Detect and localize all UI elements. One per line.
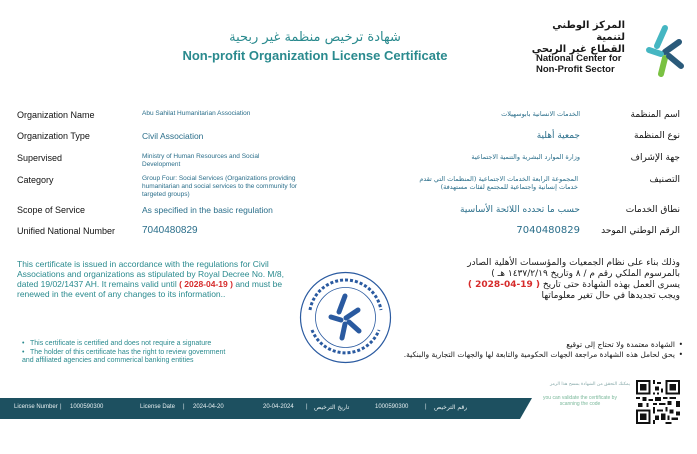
value-organization-name-ar: الخدمات الانسانية بابوسهيلات (501, 110, 580, 118)
logo-english-text (536, 53, 636, 75)
value-unified-number-en: 7040480829 (142, 225, 198, 236)
value-unified-number-ar: 7040480829 (516, 225, 580, 236)
footer-separator-4: | (425, 404, 427, 410)
label-organization-type: Organization Type (17, 131, 90, 141)
bullet-en-3: and affiliated agencies and commerical banking entities (22, 357, 194, 364)
footer-license-number-label: License Number (14, 404, 58, 410)
label-supervised: Supervised (17, 153, 63, 163)
value-category-en: Group Four: Social Services (Organizations providing humanitarian and social services to the community for targeted groups) (142, 175, 297, 198)
footer-license-date: 2024-04-20 (193, 404, 224, 410)
value-category-ar: المجموعة الرابعة الخدمات الاجتماعية (المنظمات التي تقدم خدمات إنسانية واجتماعية للمجتمع لفئات مستهدفة) (419, 175, 578, 191)
footer-license-number: 1000590300 (70, 404, 104, 410)
statement-ar-line2: بالمرسوم الملكي رقم م / ٨ وتاريخ ١٤٣٧/٢/١٩ هـ ) (491, 269, 680, 279)
ncnp-mark-icon (635, 20, 695, 80)
label-organization-name: Organization Name (17, 110, 95, 120)
bullet-ar-1: • الشهادة معتمدة ولا تحتاج إلى توقيع (400, 340, 683, 350)
statement-english (17, 259, 287, 299)
label-unified-number: Unified National Number (17, 226, 116, 236)
value-supervised-en: Ministry of Human Resources and Social Development (142, 153, 260, 168)
bullets-arabic (400, 340, 683, 359)
footer-separator-1: | (60, 404, 62, 410)
qr-code-icon[interactable] (636, 380, 680, 424)
statement-en-part2: and must be renewed in the event of any changes to its information.. (17, 279, 283, 299)
value-supervised-ar: وزارة الموارد البشرية والتنمية الاجتماعية (471, 153, 580, 161)
footer-separator-3: | (306, 404, 308, 410)
title-arabic: شهادة ترخيص منظمة غير ربحية (229, 30, 401, 45)
logo-en-line2: Non-Profit Sector (536, 64, 615, 75)
label-organization-type-ar: نوع المنظمة (634, 131, 680, 141)
footer-bar-tip (520, 398, 532, 419)
verify-text-english: you can validate the certificate by scanning the code (543, 395, 617, 407)
title-english: Non-profit Organization License Certificate (182, 48, 448, 63)
logo-arabic-text (530, 20, 625, 56)
label-supervised-ar: جهة الإشراف (630, 153, 680, 163)
footer-bar (0, 398, 520, 419)
statement-ar-valid-date: ( 19-04-2028 ) (467, 280, 540, 290)
ncnp-logo (530, 18, 695, 82)
verify-text-arabic: يمكنك التحقق من الشهادة بمسح هذا الرمز (549, 382, 630, 387)
footer-license-date-label: License Date (140, 404, 176, 410)
statement-en-valid-date: ( 2028-04-19 ) (179, 279, 233, 289)
statement-arabic (410, 258, 680, 302)
label-organization-name-ar: اسم المنظمة (630, 110, 680, 120)
statement-en-part1: This certificate is issued in accordance with the regulations for Civil Associations and organizations as stipulated by Royal Decree No. M/8, dated 19/02/1437 AH. It remains valid until (17, 259, 284, 289)
value-scope-en: As specified in the basic regulation (142, 205, 273, 215)
value-organization-name-en: Abu Sahilat Humanitarian Association (142, 110, 251, 117)
footer-number-ar-value: 1000590300 (375, 404, 409, 410)
logo-ar-line1: المركز الوطني لتنمية (552, 20, 625, 43)
statement-ar-line4: ويجب تجديدها في حال تغير معلوماتها (541, 291, 680, 301)
logo-ar-line2: القطاع غير الربحي (531, 44, 625, 55)
footer-date-ar-value: 20-04-2024 (263, 404, 294, 410)
logo-en-line1: National Center for (536, 53, 622, 64)
statement-ar-line1: وذلك بناء على نظام الجمعيات والمؤسسات الأهلية الصادر (467, 258, 680, 268)
seal-icon (298, 270, 393, 365)
label-unified-number-ar: الرقم الوطني الموحد (601, 226, 680, 236)
bullet-ar-2: • يحق لحامل هذه الشهادة مراجعة الجهات الحكومية والتابعة لها والجهات التجارية والبنكية. (400, 350, 683, 360)
statement-ar-line3: يسرى العمل بهذه الشهادة حتى تاريخ (542, 280, 680, 290)
label-scope-ar: نطاق الخدمات (625, 205, 680, 215)
footer-date-ar-label: تاريخ الترخيص (314, 404, 350, 411)
footer-separator-2: | (183, 404, 185, 410)
value-scope-ar: حسب ما تحدده اللائحة الأساسية (460, 205, 580, 215)
bullet-en-1: • This certificate is certified and does not require a signature (22, 340, 302, 349)
bullets-english (22, 340, 302, 366)
footer-number-ar-label: رقم الترخيص (434, 404, 468, 411)
label-category-ar: التصنيف (649, 175, 680, 185)
label-scope-of-service: Scope of Service (17, 205, 86, 215)
value-organization-type-ar: جمعية أهلية (536, 131, 580, 141)
bullet-en-2: • The holder of this certificate has the right to review government (22, 349, 302, 358)
value-organization-type-en: Civil Association (142, 131, 204, 141)
label-category: Category (17, 175, 54, 185)
